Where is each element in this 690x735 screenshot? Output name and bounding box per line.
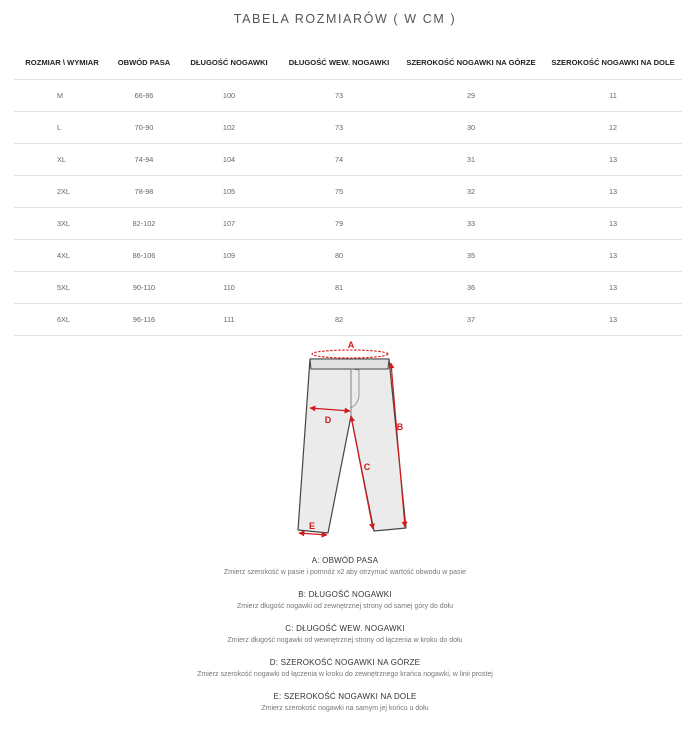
legend-item-e xyxy=(0,690,690,724)
page-title: TABELA ROZMIARÓW ( W CM ) xyxy=(233,12,457,26)
legend-title: D: SZEROKOŚĆ NOGAWKI NA GÓRZE xyxy=(269,658,421,667)
cell-leg-width-top: 29 xyxy=(398,80,544,112)
arrow-e xyxy=(299,533,327,535)
cell-size: M xyxy=(14,80,110,112)
cell-size: L xyxy=(14,112,110,144)
size-table xyxy=(14,46,682,336)
cell-leg-width-bottom: 13 xyxy=(544,272,682,304)
cell-waist: 96-116 xyxy=(110,304,178,336)
label-e: E xyxy=(308,521,316,531)
cell-leg-width-bottom: 13 xyxy=(544,304,682,336)
cell-waist: 66-86 xyxy=(110,80,178,112)
legend-title: C: DŁUGOŚĆ WEW. NOGAWKI xyxy=(285,624,405,633)
cell-leg-length: 110 xyxy=(178,272,280,304)
table-row xyxy=(14,176,682,208)
pants-icon xyxy=(298,359,406,533)
cell-leg-length: 107 xyxy=(178,208,280,240)
cell-leg-width-bottom: 13 xyxy=(544,144,682,176)
table-row xyxy=(14,112,682,144)
legend-description: Zmierz szerokość nogawki od łączenia w kroku do zewnętrznego krańca nogawki, w linii prostej xyxy=(197,671,493,678)
cell-waist: 78-98 xyxy=(110,176,178,208)
cell-waist: 74-94 xyxy=(110,144,178,176)
pants-measurement-diagram xyxy=(288,334,414,542)
cell-waist: 90-110 xyxy=(110,272,178,304)
cell-waist: 86-106 xyxy=(110,240,178,272)
cell-leg-width-top: 32 xyxy=(398,176,544,208)
cell-size: 6XL xyxy=(14,304,110,336)
legend-item-c xyxy=(0,622,690,656)
legend-title: E: SZEROKOŚĆ NOGAWKI NA DOLE xyxy=(273,692,417,701)
cell-size: 5XL xyxy=(14,272,110,304)
cell-inseam: 80 xyxy=(280,240,398,272)
legend-item-d xyxy=(0,656,690,690)
header-leg-width-bottom: SZEROKOŚĆ NOGAWKI NA DOLE xyxy=(551,58,675,67)
cell-leg-width-top: 35 xyxy=(398,240,544,272)
table-row xyxy=(14,208,682,240)
table-header-row xyxy=(14,46,682,80)
label-c: C xyxy=(363,462,371,472)
header-inseam: DŁUGOŚĆ WEW. NOGAWKI xyxy=(288,58,390,67)
cell-size: 4XL xyxy=(14,240,110,272)
cell-leg-width-bottom: 11 xyxy=(544,80,682,112)
legend-title: B: DŁUGOŚĆ NOGAWKI xyxy=(298,590,392,599)
waistband xyxy=(310,359,389,369)
cell-leg-width-bottom: 13 xyxy=(544,240,682,272)
cell-leg-width-top: 37 xyxy=(398,304,544,336)
legend-title: A: OBWÓD PASA xyxy=(311,556,379,565)
cell-leg-length: 111 xyxy=(178,304,280,336)
header-size: ROZMIAR \ WYMIAR xyxy=(25,58,99,67)
header-leg-width-top: SZEROKOŚĆ NOGAWKI NA GÓRZE xyxy=(406,58,536,67)
cell-inseam: 73 xyxy=(280,80,398,112)
cell-size: 3XL xyxy=(14,208,110,240)
table-row xyxy=(14,144,682,176)
label-b: B xyxy=(396,422,404,432)
legend-description: Zmierz szerokość w pasie i pomnóż x2 aby otrzymać wartość obwodu w pasie xyxy=(224,569,466,576)
cell-size: XL xyxy=(14,144,110,176)
header-waist: OBWÓD PASA xyxy=(117,58,171,67)
legend-description: Zmierz szerokość nogawki na samym jej końcu u dołu xyxy=(261,705,429,712)
cell-leg-width-top: 30 xyxy=(398,112,544,144)
legend-description: Zmierz długość nogawki od wewnętrznej strony od łączenia w kroku do dołu xyxy=(227,637,463,644)
cell-leg-width-top: 33 xyxy=(398,208,544,240)
table-row xyxy=(14,304,682,336)
waist-arrow-a xyxy=(312,350,388,358)
legend-item-b xyxy=(0,588,690,622)
cell-inseam: 82 xyxy=(280,304,398,336)
cell-size: 2XL xyxy=(14,176,110,208)
cell-leg-width-top: 36 xyxy=(398,272,544,304)
legend-item-a xyxy=(0,554,690,588)
legend-description: Zmierz długość nogawki od zewnętrznej strony od samej góry do dołu xyxy=(237,603,453,610)
table-row xyxy=(14,272,682,304)
cell-leg-width-top: 31 xyxy=(398,144,544,176)
cell-leg-length: 100 xyxy=(178,80,280,112)
cell-inseam: 81 xyxy=(280,272,398,304)
measurement-legend xyxy=(0,554,690,724)
label-a: A xyxy=(347,340,355,350)
cell-waist: 82-102 xyxy=(110,208,178,240)
cell-leg-width-bottom: 13 xyxy=(544,208,682,240)
cell-inseam: 74 xyxy=(280,144,398,176)
cell-leg-length: 102 xyxy=(178,112,280,144)
pants-outline xyxy=(298,359,406,533)
table-row xyxy=(14,240,682,272)
cell-inseam: 79 xyxy=(280,208,398,240)
table-row xyxy=(14,80,682,112)
cell-leg-length: 105 xyxy=(178,176,280,208)
header-leg-length: DŁUGOŚĆ NOGAWKI xyxy=(190,58,268,67)
cell-waist: 70-90 xyxy=(110,112,178,144)
label-d: D xyxy=(324,415,332,425)
cell-inseam: 73 xyxy=(280,112,398,144)
cell-leg-width-bottom: 12 xyxy=(544,112,682,144)
cell-inseam: 75 xyxy=(280,176,398,208)
cell-leg-width-bottom: 13 xyxy=(544,176,682,208)
cell-leg-length: 109 xyxy=(178,240,280,272)
cell-leg-length: 104 xyxy=(178,144,280,176)
